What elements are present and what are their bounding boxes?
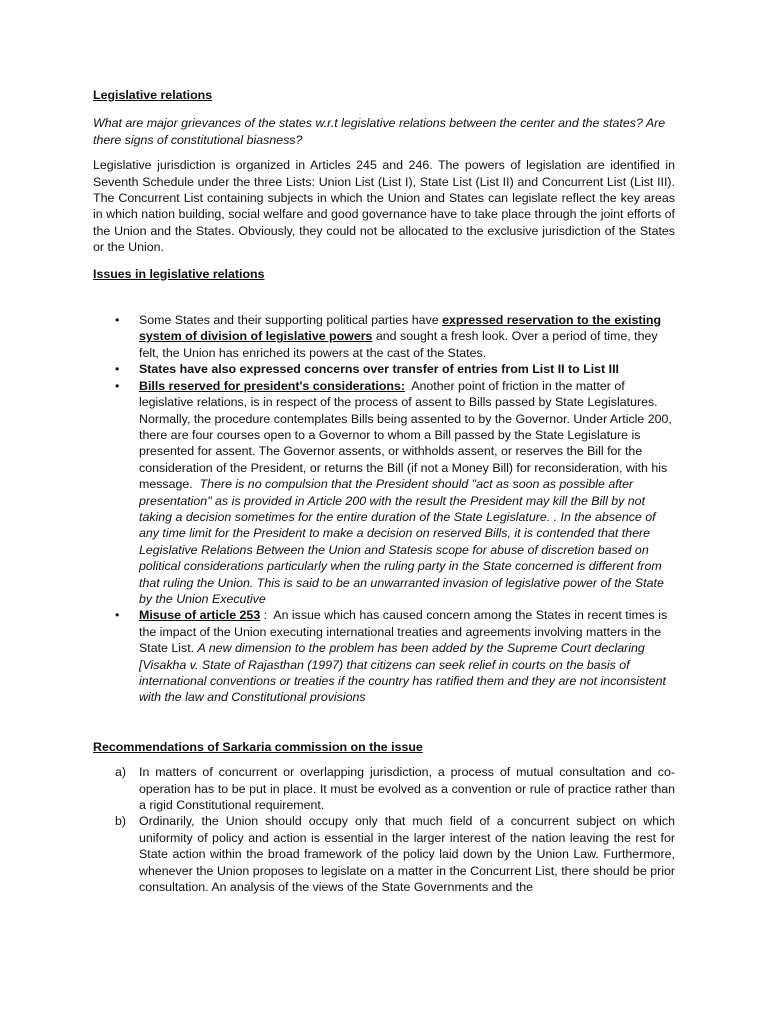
list-item [93, 378, 675, 608]
document-body [93, 87, 675, 895]
bullet-strong: expressed reservation to the existing system of division of legislative powers [139, 313, 662, 344]
intro-paragraph: Legislative jurisdiction is organized in Articles 245 and 246. The powers of legislation are identified in Seventh Schedule under the three Lists: Union List (List I), State List (List II) and Concurrent List (List III). The Concurrent List containing subjects in which the Union and States can legislate reflect the key areas in which nation building, social welfare and good governance have to take place through the joint efforts of the Union and the States. Obviously, they could not be allocated to the exclusive jurisdiction of the States or the Union. [93, 158, 675, 255]
list-marker: a) [115, 765, 127, 780]
list-item [93, 312, 675, 361]
bullet-marker: • [115, 313, 120, 328]
bullet-text: : An issue which has caused concern among the States in recent times is the impact of the Union executing international treaties and agreements involving matters in the State List. [139, 608, 671, 656]
bullet-italic: There is no compulsion that the President should "act as soon as possible after presentation" as is provided in Article 200 with the result the President may kill the Bill by not taking a decision sometimes for the entire duration of the State Legislature. . In the absence of any time limit for the President to make a decision on reserved Bills, it is contended that there Legislative Relations Between the Union and Statesis scope for abuse of discretion based on political considerations particularly when the ruling party in the State concerned is different from that ruling the Union. This is said to be an unwarranted invasion of legislative power of the State by the Union Executive [139, 477, 664, 606]
list-item [93, 764, 675, 813]
recommendations-list [93, 764, 675, 895]
issues-list [93, 312, 675, 706]
recommendation-text: Ordinarily, the Union should occupy only that much field of a concurrent subject on which uniformity of policy and action is essential in the larger interest of the nation leaving the rest for State action within the broad framework of the policy laid down by the Union Law. Furthermore, whenever the Union proposes to legislate on a matter in the Concurrent List, there should be prior consultation. An analysis of the views of the State Governments and the [139, 814, 675, 895]
bullet-text: and sought a fresh look. Over a period of time, they felt, the Union has enriched its powers at the cast of the States. [139, 329, 658, 360]
heading-issues: Issues in legislative relations [93, 266, 265, 281]
list-item [93, 813, 675, 895]
bullet-marker: • [115, 378, 120, 393]
list-item [93, 361, 675, 377]
bullet-text: Some States and their supporting political parties have [139, 313, 443, 328]
recommendation-text: In matters of concurrent or overlapping jurisdiction, a process of mutual consultation and co-operation has to be put in place. It must be evolved as a convention or rule of practice rather than a rigid Constitutional requirement. [139, 765, 675, 813]
bullet-strong: Misuse of article 253 [139, 608, 261, 623]
bullet-text: Another point of friction in the matter of legislative relations, is in respect of the process of assent to Bills passed by State Legislatures. Normally, the procedure contemplates Bills being assented to by the Governor. Under Article 200, there are four courses open to a Governor to whom a Bill passed by the State Legislature is presented for assent. The Governor assents, or withholds assent, or reserves the Bill for the consideration of the President, or returns the Bill (if not a Money Bill) for reconsideration, with his message. [139, 378, 676, 492]
bullet-marker: • [115, 362, 120, 377]
list-item [93, 607, 675, 705]
heading-legislative-relations: Legislative relations [93, 88, 213, 102]
bullet-strong: Bills reserved for president's considerations: [139, 378, 405, 393]
bullet-marker: • [115, 608, 120, 623]
heading-recommendations: Recommendations of Sarkaria commission on the issue [93, 739, 423, 754]
list-marker: b) [115, 814, 127, 829]
bullet-strong: States have also expressed concerns over transfer of entries from List II to List III [139, 362, 619, 377]
bullet-italic: A new dimension to the problem has been added by the Supreme Court declaring [Visakha v. State of Rajasthan (1997) that citizens can seek relief in courts on the basis of international conventions or treaties if the country has ratified them and they are not inconsistent with the law and Constitutional provisions [139, 641, 666, 705]
question-text: What are major grievances of the states w.r.t legislative relations between the center and the states? Are there signs of constitutional biasness? [93, 116, 666, 147]
